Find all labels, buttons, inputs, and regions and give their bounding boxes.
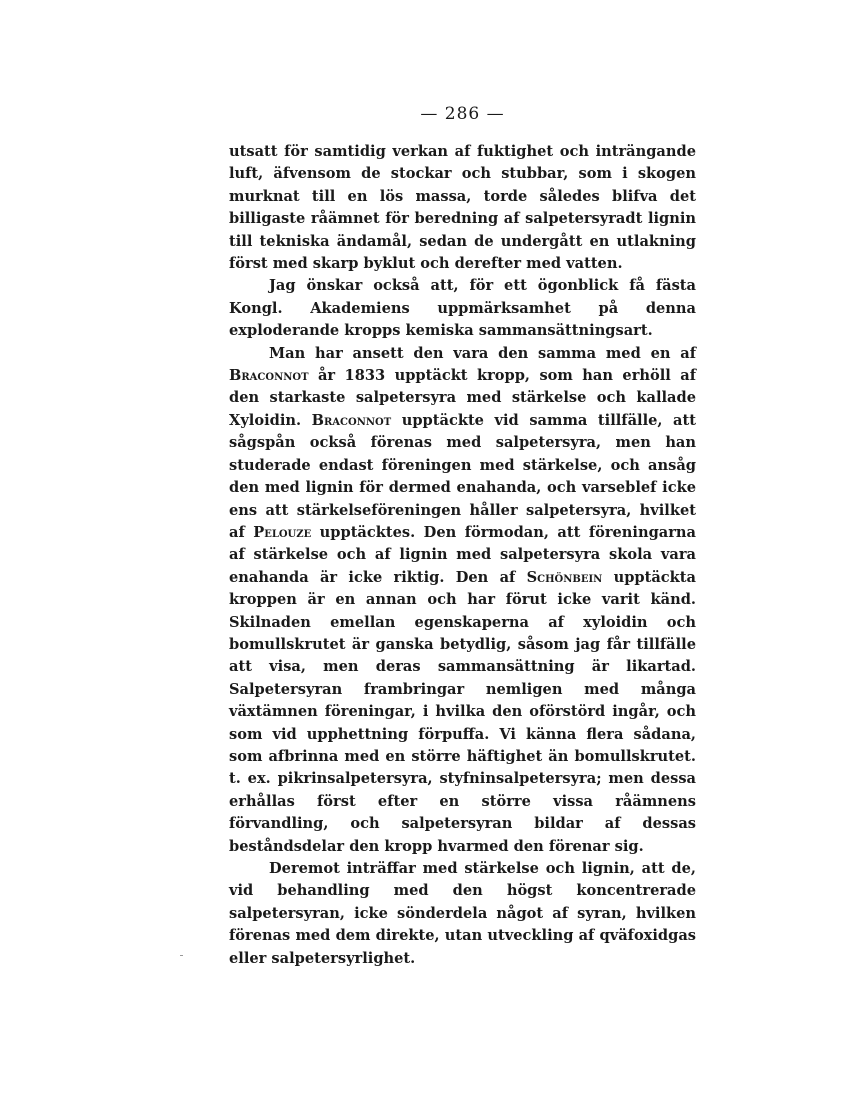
body-text [229, 141, 696, 970]
paragraph-3 [229, 343, 696, 858]
author-name: Schönbein [526, 568, 603, 586]
text-segment: upptäcktes. Den förmodan, att föreningarna af stärkelse och af lignin med salpetersyra skola vara enahanda är icke riktig. Den af [229, 523, 696, 586]
text-segment: Deremot inträffar med stärkelse och lignin, att de, vid behandling med den högst koncentrerade salpetersyran, icke sönderdela något af syran, hvilken förenas med dem direkte, utan utveckling af qväfoxidgas eller salpetersyrlighet. [229, 860, 696, 967]
text-segment: år 1833 upptäckt kropp, som han erhöll af den starkaste salpetersyra med stärkelse och kallade Xyloidin. [229, 367, 696, 429]
text-segment: upptäckte vid samma tillfälle, att sågspån också förenas med salpetersyra, men han studerade endast föreningen med stärkelse, och ansåg den med lignin för dermed enahanda, och varseblef icke ens att stärkelseföreningen håller salpetersyra, hvilket af [229, 411, 696, 541]
paragraph-4 [229, 858, 696, 970]
text-segment: upptäckta kroppen är en annan och har förut icke varit känd. Skilnaden emellan egenskaperna af xyloidin och bomullskrutet är ganska betydlig, såsom jag får tillfälle att visa, men deras sammansättning är likartad. Salpetersyran frambringar nemligen med många växtämnen föreningar, i hvilka den oförstörd ingår, och som vid upphettning förpuffa. Vi känna flera sådana, som afbrinna med en större häftighet än bomullskrutet. t. ex. pikrinsalpetersyra, styfninsalpetersyra; men dessa erhållas först efter en större vissa råämnens förvandling, och salpetersyran bildar af dessas beståndsdelar den kropp hvarmed den förenar sig. [229, 568, 696, 855]
author-name: Braconnot [229, 367, 309, 385]
author-name: Braconnot [311, 411, 392, 429]
margin-mark [180, 955, 183, 956]
text-segment: Man har ansett den vara den samma med en af [269, 344, 696, 362]
page-number: — 286 — [420, 104, 505, 124]
text-segment: Jag önskar också att, för ett ögonblick få fästa Kongl. Akademiens uppmärksamhet på denna exploderande kropps kemiska sammansättningsart. [229, 277, 696, 340]
author-name: Pelouze [253, 523, 312, 541]
paragraph-1 [229, 141, 696, 275]
text-segment: utsatt för samtidig verkan af fuktighet och inträngande luft, äfvensom de stockar och stubbar, som i skogen murknat till en lös massa, torde således blifva det billigaste råämnet för beredning af salpetersyradt lignin till tekniska ändamål, sedan de undergått en utlakning först med skarp byklut och derefter med vatten. [229, 143, 696, 273]
paragraph-2 [229, 275, 696, 342]
